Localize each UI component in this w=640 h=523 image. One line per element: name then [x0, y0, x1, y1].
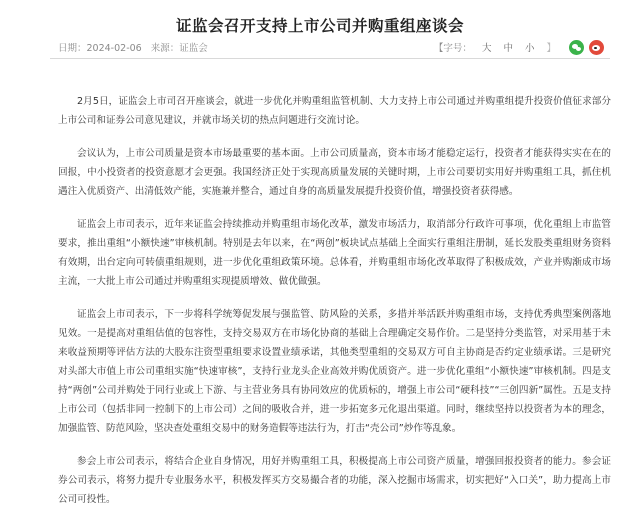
- article-title: 证监会召开支持上市公司并购重组座谈会: [175, 17, 464, 35]
- article-paragraph: 2月5日，证监会上市司召开座谈会，就进一步优化并购重组监管机制、大力支持上市公司通过并购重组提升投资价值征求部分上市公司和证券公司意见建议，并就市场关切的热点问题进行交流讨论。: [58, 96, 611, 126]
- font-size-close: 】: [546, 43, 556, 54]
- wechat-icon[interactable]: [569, 40, 584, 55]
- article-paragraph: 证监会上市司表示，下一步将科学统筹促发展与强监管、防风险的关系，多措并举活跃并购重组市场，支持优秀典型案例落地见效。一是提高对重组估值的包容性，支持交易双方在市场化协商的基础上合理确定交易作价。二是坚持分类监管，对采用基于未来收益预期等评估方法的大股东注资型重组要求设置业绩承诺，其他类型重组的交易双方可自主协商是否约定业绩承诺。三是研究对头部大市值上市公司重组实施“快速审核”，支持行业龙头企业高效并购优质资产。进一步优化重组“小额快速”审核机制。四是支持“两创”公司并购处于同行业或上下游、与主营业务具有协同效应的优质标的，增强上市公司“硬科技”“三创四新”属性。五是支持上市公司（包括非同一控制下的上市公司）之间的吸收合并，进一步拓宽多元化退出渠道。同时，继续坚持以投资者为本的理念，加强监管、防范风险，坚决查处重组交易中的财务造假等违法行为，打击“壳公司”炒作等乱象。: [58, 309, 611, 434]
- font-size-small-button[interactable]: 小: [524, 43, 535, 54]
- font-size-label: 【字号：: [433, 43, 472, 54]
- font-size-large-button[interactable]: 大: [481, 43, 492, 54]
- font-size-medium-button[interactable]: 中: [503, 43, 513, 54]
- article-paragraph: 证监会上市司表示，近年来证监会持续推动并购重组市场化改革，激发市场活力，取消部分行政许可事项，优化重组上市监管要求，推出重组“小额快速”审核机制。特别是去年以来，在“两创”板块试点基础上全面实行重组注册制，延长发股类重组财务资料有效期，出台定向可转债重组规则，进一步优化重组政策环境。总体看，并购重组市场化改革取得了积极成效，产业并购渐成市场主流，一大批上市公司通过并购重组实现提质增效、做优做强。: [58, 219, 611, 287]
- article-paragraph: 参会上市公司表示，将结合企业自身情况，用好并购重组工具，积极提高上市公司资产质量，增强回报投资者的能力。参会证券公司表示，将努力提升专业服务水平，积极发挥买方交易撮合者的功能，深入挖掘市场需求，切实把好“入口关”，助力提高上市公司可投性。: [58, 456, 611, 505]
- article-meta: [58, 40, 214, 54]
- article-source: 来源：证监会: [150, 43, 208, 54]
- weibo-icon[interactable]: [589, 40, 604, 55]
- article-date: 日期：2024-02-06: [58, 43, 142, 54]
- font-size-controls: [434, 38, 604, 56]
- article-meta-bar: [50, 36, 610, 59]
- article-paragraph: 会议认为，上市公司质量是资本市场最重要的基本面。上市公司质量高，资本市场才能稳定运行，投资者才能获得实实在在的回报，中小投资者的投资意愿才会更强。我国经济正处于实现高质量发展的关键时期，上市公司要切实用好并购重组工具，抓住机遇注入优质资产、出清低效产能，实施兼并整合，通过自身的高质量发展提升投资价值，增强投资者获得感。: [58, 148, 611, 197]
- article-body: [58, 92, 611, 523]
